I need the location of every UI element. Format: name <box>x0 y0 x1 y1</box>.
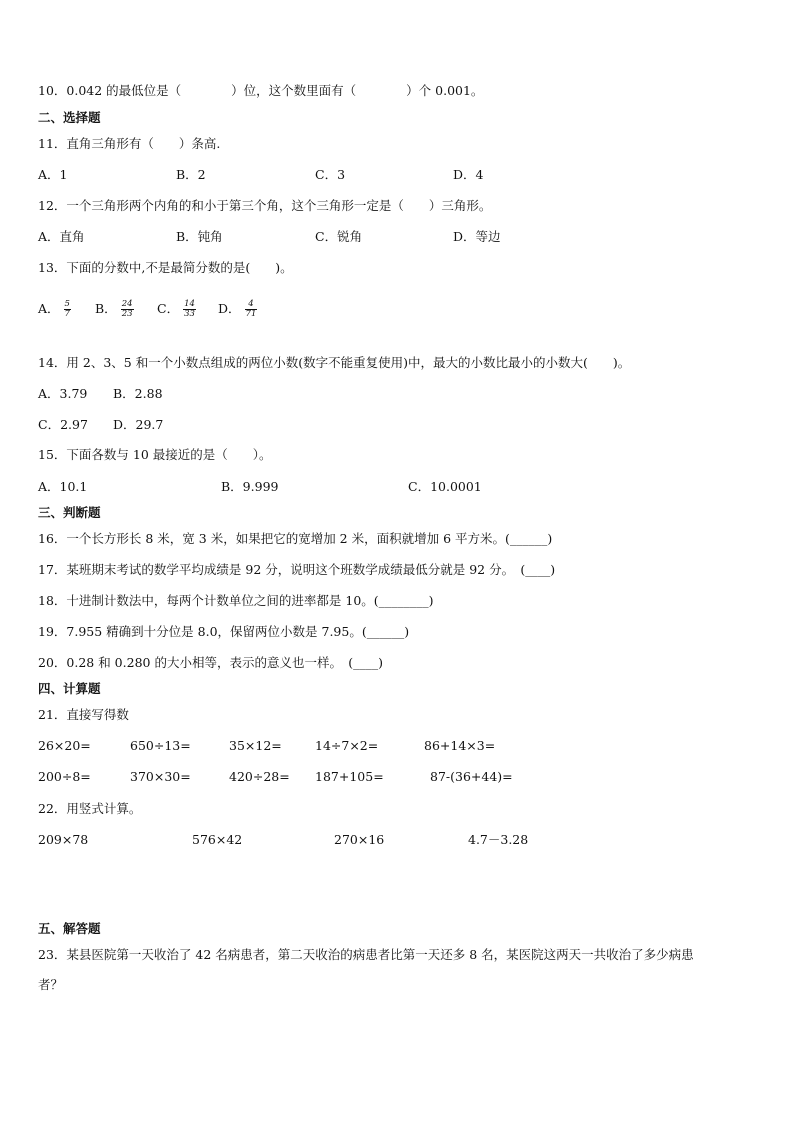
calc-item: 86+14×3= <box>424 738 496 753</box>
section-heading-calculation: 四、计算题 <box>38 681 101 696</box>
question-13: 13．下面的分数中,不是最简分数的是( )。 <box>38 260 293 275</box>
q13-option-a <box>38 300 71 319</box>
fraction-denominator: 71 <box>245 309 257 319</box>
section-heading-judgement: 三、判断题 <box>38 505 101 520</box>
q11-option-d: D．4 <box>453 167 484 182</box>
vertical-calc-item: 4.7－3.28 <box>468 832 529 847</box>
q13-option-c <box>157 300 196 319</box>
fraction <box>245 300 258 319</box>
q12-option-a: A．直角 <box>38 229 85 244</box>
fraction-numerator: 14 <box>184 299 195 309</box>
question-17: 17．某班期末考试的数学平均成绩是 92 分，说明这个班数学成绩最低分就是 92 分。 (____) <box>38 562 556 577</box>
question-20: 20．0.28 和 0.280 的大小相等，表示的意义也一样。 (____) <box>38 655 383 670</box>
question-10: 10．0.042 的最低位是（ ）位，这个数里面有（ ）个 0.001。 <box>38 83 484 98</box>
calc-item: 187+105= <box>315 769 384 784</box>
vertical-calc-item: 270×16 <box>334 832 385 847</box>
option-label: C． <box>157 301 180 316</box>
q13-option-b <box>95 300 134 319</box>
question-15: 15．下面各数与 10 最接近的是（ ）。 <box>38 447 272 462</box>
q14-option-c: C．2.97 <box>38 417 88 432</box>
calc-item: 35×12= <box>229 738 282 753</box>
q15-option-a: A．10.1 <box>38 479 88 494</box>
vertical-calc-item: 576×42 <box>192 832 243 847</box>
fraction-numerator: 5 <box>64 299 70 309</box>
fraction-numerator: 4 <box>245 300 258 310</box>
q15-option-c: C．10.0001 <box>408 479 482 494</box>
section-heading-choice: 二、选择题 <box>38 110 101 125</box>
q11-option-c: C．3 <box>315 167 346 182</box>
question-23-line-1: 23．某县医院第一天收治了 42 名病患者，第二天收治的病患者比第一天还多 8 名，某医院这两天一共收治了多少病患 <box>38 947 694 962</box>
q14-option-a: A．3.79 <box>38 386 88 401</box>
fraction-denominator: 7 <box>64 309 70 319</box>
question-12: 12．一个三角形两个内角的和小于第三个角，这个三角形一定是（ ）三角形。 <box>38 198 492 213</box>
question-18: 18．十进制计数法中，每两个计数单位之间的进率都是 10。(________) <box>38 593 434 608</box>
option-label: A． <box>38 301 60 316</box>
calc-item: 420÷28= <box>229 769 290 784</box>
q13-option-d <box>218 300 257 319</box>
question-14: 14．用 2、3、5 和一个小数点组成的两位小数(数字不能重复使用)中，最大的小数比最小的小数大( )。 <box>38 355 631 370</box>
question-21: 21．直接写得数 <box>38 707 129 722</box>
calc-item: 370×30= <box>130 769 191 784</box>
fraction-denominator: 23 <box>121 309 133 319</box>
fraction <box>121 300 134 319</box>
q15-option-b: B．9.999 <box>221 479 279 494</box>
option-label: B． <box>95 301 117 316</box>
q11-option-b: B．2 <box>176 167 206 182</box>
calc-item: 650÷13= <box>130 738 191 753</box>
q14-option-b: B．2.88 <box>113 386 163 401</box>
question-19: 19．7.955 精确到十分位是 8.0，保留两位小数是 7.95。(______) <box>38 624 410 639</box>
q12-option-d: D．等边 <box>453 229 501 244</box>
fraction <box>64 300 71 319</box>
vertical-calc-item: 209×78 <box>38 832 89 847</box>
question-22: 22．用竖式计算。 <box>38 801 142 816</box>
question-11: 11．直角三角形有（ ）条高. <box>38 136 221 151</box>
fraction-numerator: 24 <box>121 299 133 309</box>
section-heading-word-problems: 五、解答题 <box>38 921 101 936</box>
calc-item: 200÷8= <box>38 769 91 784</box>
calc-item: 26×20= <box>38 738 91 753</box>
fraction <box>183 300 196 319</box>
fraction-denominator: 33 <box>184 309 195 319</box>
q11-option-a: A．1 <box>38 167 68 182</box>
q12-option-b: B．钝角 <box>176 229 223 244</box>
calc-item: 14÷7×2= <box>315 738 379 753</box>
option-label: D． <box>218 301 241 316</box>
question-16: 16．一个长方形长 8 米，宽 3 米，如果把它的宽增加 2 米，面积就增加 6 平方米。(______) <box>38 531 553 546</box>
question-23-line-2: 者？ <box>38 977 64 992</box>
q12-option-c: C．锐角 <box>315 229 363 244</box>
calc-item: 87-(36+44)= <box>430 769 513 784</box>
q14-option-d: D．29.7 <box>113 417 164 432</box>
